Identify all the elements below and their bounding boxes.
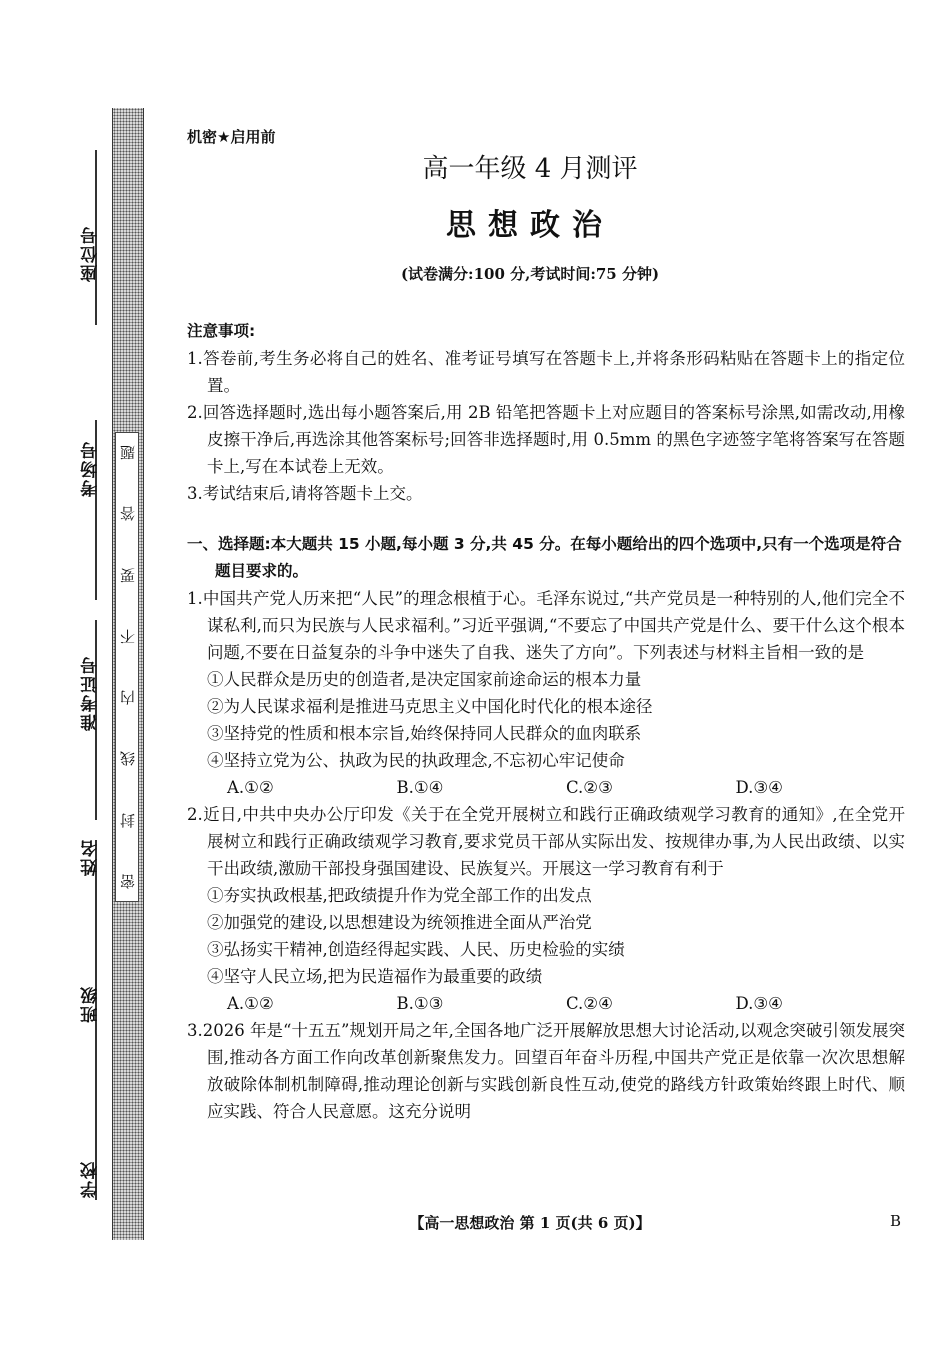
seal-warning-box [115,432,139,902]
choice-b: B.①④ [396,778,444,797]
question-option: ④坚守人民立场,把为民造福作为最重要的政绩 [207,967,543,986]
class-label: 班级 [81,985,101,1023]
question-option: ②为人民谋求福利是推进马克思主义中国化时代化的根本途径 [207,697,653,716]
seal-char: 要 [118,567,137,583]
choice-d: D.③④ [735,778,783,797]
question-option: ③弘扬实干精神,创造经得起实践、人民、历史检验的实绩 [207,940,625,959]
question-option: ③坚持党的性质和根本宗旨,始终保持同人民群众的血肉联系 [207,724,642,743]
choice-c: C.②③ [566,778,613,797]
seal-char: 不 [118,628,137,644]
question-2 [187,801,905,1017]
seal-char: 答 [118,506,137,522]
seal-char: 题 [118,445,137,460]
name-label: 姓名 [81,838,101,876]
school-label: 学校 [81,1160,101,1198]
choice-c: C.②④ [566,994,613,1013]
choice-b: B.①③ [396,994,444,1013]
note-item: 2.回答选择题时,选出每小题答案后,用 2B 铅笔把答题卡上对应题目的答案标号涂黑,如需改动,用橡皮擦干净后,再选涂其他答案标号;回答非选择题时,用 0.5mm 的黑色字迹签字笔将答案写在答题卡上,写在本试卷上无效。 [187,403,905,476]
question-option: ④坚持立党为公、执政为民的执政理念,不忘初心牢记使命 [207,751,625,770]
note-item: 1.答卷前,考生务必将自己的姓名、准考证号填写在答题卡上,并将条形码粘贴在答题卡上的指定位置。 [187,349,905,395]
notes-title: 注意事项: [187,322,256,340]
question-3 [187,1017,905,1125]
seal-char: 密 [118,873,137,889]
paper-version: B [890,1212,902,1230]
question-1 [187,585,905,801]
confidential-mark: 机密★启用前 [187,128,276,146]
exam-room-label: 考场号 [81,440,101,497]
section-heading: 一、选择题:本大题共 15 小题,每小题 3 分,共 45 分。在每小题给出的四个选项中,只有一个选项是符合题目要求的。 [187,535,902,580]
answer-choices [187,774,905,801]
answer-choices [187,990,905,1017]
question-stem: 1.中国共产党人历来把“人民”的理念根植于心。毛泽东说过,“共产党员是一种特别的人,他们完全不谋私利,而只为民族与人民求福利。”习近平强调,“不要忘了中国共产党是什么、要干什么这个根本问题,不要在日益复杂的斗争中迷失了自我、迷失了方向”。下列表述与材料主旨相一致的是 [187,589,905,662]
seal-char: 内 [118,690,137,706]
exam-body [187,318,905,1125]
question-option: ①夯实执政根基,把政绩提升作为党全部工作的出发点 [207,886,592,905]
seal-char: 线 [118,751,137,767]
question-stem: 2.近日,中共中央办公厅印发《关于在全党开展树立和践行正确政绩观学习教育的通知》,在全党开展树立和践行正确政绩观学习教育,要求党员干部从实际出发、按规律办事,为人民出政绩、以实干出政绩,激励干部投身强国建设、民族复兴。开展这一学习教育有利于 [187,805,905,878]
choice-a: A.①② [227,994,274,1013]
subject-title: 思想政治 [446,208,614,243]
question-option: ②加强党的建设,以思想建设为统领推进全面从严治党 [207,913,592,932]
note-item: 3.考试结束后,请将答题卡上交。 [187,484,423,503]
seal-char: 封 [118,812,137,828]
seat-number-label: 座位号 [81,225,101,282]
page-footer: 【高一思想政治 第 1 页(共 6 页)】 [409,1214,651,1232]
admission-number-label: 准考证号 [81,655,101,731]
exam-info: (试卷满分:100 分,考试时间:75 分钟) [400,265,660,283]
choice-d: D.③④ [735,994,783,1013]
choice-a: A.①② [227,778,274,797]
question-option: ①人民群众是历史的创造者,是决定国家前途命运的根本力量 [207,670,642,689]
question-stem: 3.2026 年是“十五五”规划开局之年,全国各地广泛开展解放思想大讨论活动,以观念突破引领发展突围,推动各方面工作向改革创新聚焦发力。回望百年奋斗历程,中国共产党正是依靠一次次思想解放破除体制机制障碍,推动理论创新与实践创新良性互动,使党的路线方针政策始终跟上时代、顺应实践、符合人民意愿。这充分说明 [187,1021,905,1121]
exam-title: 高一年级 4 月测评 [422,154,638,184]
